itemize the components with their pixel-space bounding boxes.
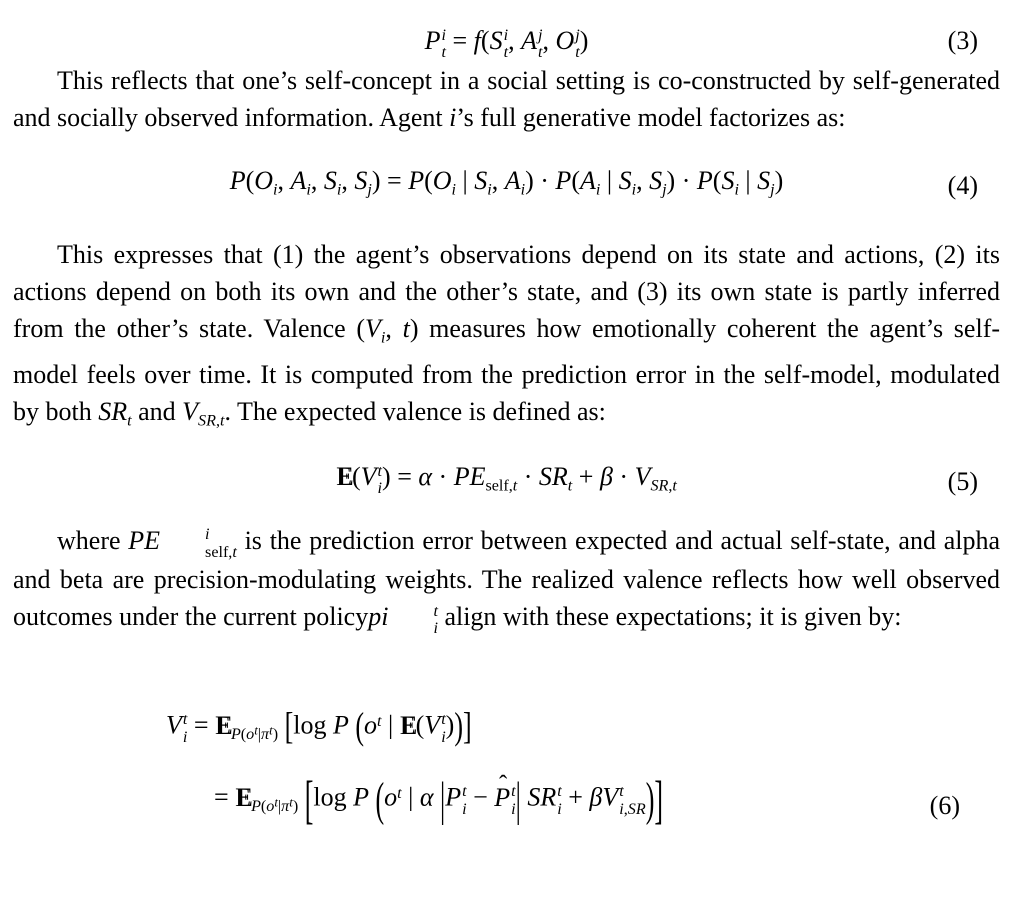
equation-3-formula: P i t = f(S i t , A j t , O j t ) [424,26,589,62]
paragraph-1: This reflects that one’s self-concept in a social setting is co-constructed by self-generated and socially observed information. Agent i’s full generative model factorizes as: [13,66,1000,132]
equation-6-line-1: V t i = E $E_{P(o^t|\pi^t)}$ [log P ($o^t$ | E E(V t i ))] [13,699,1000,758]
equation-4 [13,160,1000,212]
equation-5-formula: E E(V t i ) = $\alpha \cdot PE_{self,t} \cdot SR_t + \beta \cdot V_{SR,t}$ [336,462,677,491]
equation-3 [13,20,1000,62]
equation-5 [13,456,1000,508]
equation-5-number: (5) [947,466,978,496]
paragraph-2: This expresses that (1) the agent’s observations depend on its state and actions, (2) its actions depend on both its own and the other’s state, and (3) its own state is partly inferred from the other’s state. Valence ($V_i$, t) measures how emotionally coherent the agent’s self-model feels over time. It is computed from the prediction error in the self-model, modulated by both $SR_t$ and $V_{SR,t}$. The expected valence is defined as: [13,239,1001,430]
equation-3-number: (3) [947,26,978,55]
equation-4-formula: $P(O_i$, $A_i$, $S_i$, $S_j) = P(O_i$ | $S_i$, $A_i) \cdot P(A_i$ | $S_i$, $S_j) \cdot P(S_i$ | $S_j$) [229,166,784,199]
paragraph-3: where PE i self,t is the prediction error between expected and actual self-state, and alpha and beta are precision-modulating weights. The realized valence reflects how well observed outcomes under the current policypi t i align with these expectations; it is given by: [13,525,1001,638]
equation-6 [13,699,1000,835]
equation-4-number: (4) [947,170,978,200]
equation-6-number: (6) [929,791,960,821]
equation-6-line-2: = E $E_{P(o^t|\pi^t)}$ [log P ($o^t$ | α |P t i − P ˆ t i | SR t i + βV t i,SR )] [13,766,1000,835]
